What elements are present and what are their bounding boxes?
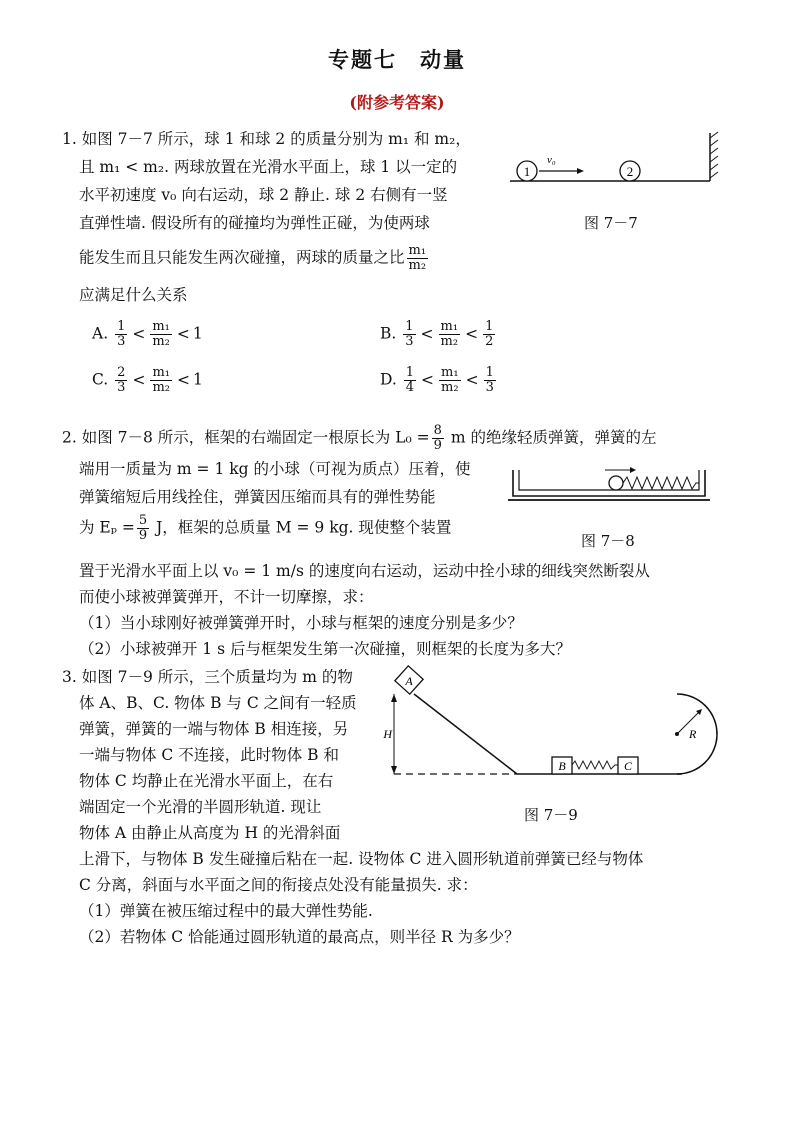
svg-text:1: 1: [523, 164, 531, 179]
svg-text:C: C: [623, 759, 633, 773]
option-b-lower-fraction: [403, 320, 415, 349]
q2-line-1: [62, 424, 657, 453]
spring-bc-icon: [572, 761, 618, 769]
option-c-ratio-num: m₁: [152, 365, 170, 380]
track-dashed-half: [677, 694, 717, 774]
figure-7-8-diagram: [505, 462, 725, 504]
option-d-lower-num: 1: [405, 365, 415, 380]
svg-text:A: A: [405, 674, 413, 688]
slope-line: [414, 694, 517, 774]
figure-7-9-caption: 图 7－9: [524, 806, 578, 824]
l0-den: 9: [433, 438, 442, 453]
option-d: D. $\frac{1}{4}$ < $\frac{\text{m₁}}{\text{m₂}}$ < $\frac{1}{3}$: [380, 365, 494, 395]
q1-line-5: [79, 244, 430, 273]
ep-den: 9: [138, 528, 148, 543]
option-b-ratio: [439, 320, 461, 349]
option-a-upper: 1: [192, 324, 203, 343]
l0-num: 8: [433, 423, 442, 438]
q2-line-2: 端用一质量为 m = 1 kg 的小球（可视为质点）压着，使: [79, 460, 471, 478]
q3-line-7: 物体 A 由静止从高度为 H 的光滑斜面: [79, 824, 341, 842]
q2-line-4b: J，框架的总质量 M = 9 kg. 现使整个装置: [151, 518, 452, 537]
figure-7-7-caption: 图 7－7: [584, 214, 638, 232]
q1-line-4: 直弹性墙. 假设所有的碰撞均为弹性正碰，为使两球: [79, 214, 430, 232]
option-a-lower-fraction: [115, 320, 127, 349]
option-c-upper: 1: [193, 370, 203, 389]
ep-fraction: [137, 514, 149, 543]
q2-line-5: 置于光滑水平面上以 v₀ = 1 m/s 的速度向右运动，运动中拴小球的细线突然断裂从: [79, 562, 650, 580]
q3-line-2: 体 A、B、C. 物体 B 与 C 之间有一轻质: [79, 694, 357, 712]
q2-line-8: （2）小球被弹开 1 s 后与框架发生第一次碰撞，则框架的长度为多大？: [79, 640, 571, 658]
option-c-ratio-den: m₂: [152, 380, 170, 395]
q3-line-11: （2）若物体 C 恰能通过圆形轨道的最高点，则半径 R 为多少？: [79, 928, 520, 946]
figure-7-7-diagram: [505, 128, 725, 188]
semicircle-track: [677, 694, 717, 774]
option-a-lower-den: 3: [117, 334, 126, 349]
q2-line-1a: 2. 如图 7－8 所示，框架的右端固定一根原长为 L₀ =: [62, 428, 430, 447]
ratio-denominator: m₂: [408, 258, 427, 273]
option-a-ratio-num: m₁: [152, 319, 170, 334]
svg-text:B: B: [558, 759, 566, 773]
q2-line-1b: m 的绝缘轻质弹簧，弹簧的左: [445, 428, 657, 447]
q2-line-4a: 为 Eₚ =: [79, 518, 135, 537]
svg-text:2: 2: [626, 164, 634, 179]
figure-7-9-diagram: [382, 664, 727, 786]
option-b-upper-den: 2: [485, 334, 494, 349]
q3-line-10: （1）弹簧在被压缩过程中的最大弹性势能.: [79, 902, 373, 920]
option-a-ratio-den: m₂: [152, 334, 170, 349]
option-a-label: A.: [92, 324, 109, 343]
option-d-lower-den: 4: [405, 380, 415, 395]
svg-text:v₀: v₀: [547, 154, 556, 166]
option-b-upper-fraction: [483, 320, 495, 349]
option-a: A. $\frac{1}{3}$ < $\frac{\text{m₁}}{\text{m₂}}$ < 1: [92, 319, 203, 349]
ep-num: 5: [138, 513, 148, 528]
q3-line-1: 3. 如图 7－9 所示，三个质量均为 m 的物: [62, 668, 353, 686]
q3-line-4: 一端与物体 C 不连接，此时物体 B 和: [79, 746, 339, 764]
option-c-label: C.: [92, 370, 109, 389]
q1-line-2: 且 m₁ < m₂. 两球放置在光滑水平面上，球 1 以一定的: [79, 158, 458, 176]
q2-line-3: 弹簧缩短后用线拴住，弹簧因压缩而具有的弹性势能: [79, 488, 436, 506]
ratio-numerator: m₁: [408, 243, 427, 258]
option-d-upper-den: 3: [485, 380, 494, 395]
option-c-lower-fraction: [115, 366, 127, 395]
option-d-lower-fraction: [404, 366, 416, 395]
l0-fraction: [432, 424, 444, 453]
option-b-lower-num: 1: [405, 319, 414, 334]
option-a-ratio: [150, 320, 172, 349]
q1-line-3: 水平初速度 v₀ 向右运动，球 2 静止. 球 2 右侧有一竖: [79, 186, 448, 204]
q1-line-5-text: 能发生而且只能发生两次碰撞，两球的质量之比: [79, 248, 405, 267]
q2-line-4: [79, 514, 451, 543]
option-c-lower-den: 3: [117, 380, 126, 395]
q1-line-1: 1. 如图 7－7 所示，球 1 和球 2 的质量分别为 m₁ 和 m₂，: [62, 130, 471, 148]
spring-icon: [623, 477, 699, 489]
option-b-upper-num: 1: [485, 319, 494, 334]
svg-text:H: H: [383, 727, 392, 741]
option-b-label: B.: [380, 324, 397, 343]
q1-line-6: 应满足什么关系: [79, 286, 188, 304]
option-d-upper-num: 1: [485, 365, 494, 380]
option-a-lower-num: 1: [117, 319, 126, 334]
q2-line-6: 而使小球被弹簧弹开，不计一切摩擦，求：: [79, 588, 374, 606]
option-c-ratio: [150, 366, 172, 395]
q3-line-8: 上滑下，与物体 B 发生碰撞后粘在一起. 设物体 C 进入圆形轨道前弹簧已经与物体: [79, 850, 644, 868]
option-d-ratio: [439, 366, 461, 395]
page-subtitle: (附参考答案): [349, 93, 445, 112]
figure-7-8-caption: 图 7－8: [581, 532, 635, 550]
small-ball-icon: [609, 476, 623, 490]
q2-line-7: （1）当小球刚好被弹簧弹开时，小球与框架的速度分别是多少？: [79, 614, 523, 632]
page-title: 专题七 动量: [328, 47, 466, 72]
option-d-label: D.: [380, 370, 397, 389]
option-c-lower-num: 2: [117, 365, 126, 380]
option-d-ratio-num: m₁: [441, 365, 459, 380]
q3-line-3: 弹簧，弹簧的一端与物体 B 相连接，另: [79, 720, 349, 738]
q3-line-5: 物体 C 均静止在光滑水平面上，在右: [79, 772, 334, 790]
option-b-ratio-den: m₂: [440, 334, 459, 349]
option-d-upper-fraction: [484, 366, 496, 395]
option-b-ratio-num: m₁: [440, 319, 459, 334]
q3-line-6: 端固定一个光滑的半圆形轨道. 现让: [79, 798, 322, 816]
svg-text:R: R: [689, 727, 697, 741]
option-b-lower-den: 3: [405, 334, 414, 349]
mass-ratio-fraction: [407, 244, 429, 273]
option-c: C. $\frac{2}{3}$ < $\frac{\text{m₁}}{\text{m₂}}$ < 1: [92, 365, 203, 395]
option-b: B. $\frac{1}{3}$ < $\frac{\text{m₁}}{\text{m₂}}$ < $\frac{1}{2}$: [380, 319, 494, 349]
option-d-ratio-den: m₂: [441, 380, 459, 395]
q3-line-9: C 分离，斜面与水平面之间的衔接点处没有能量损失. 求：: [79, 876, 478, 894]
